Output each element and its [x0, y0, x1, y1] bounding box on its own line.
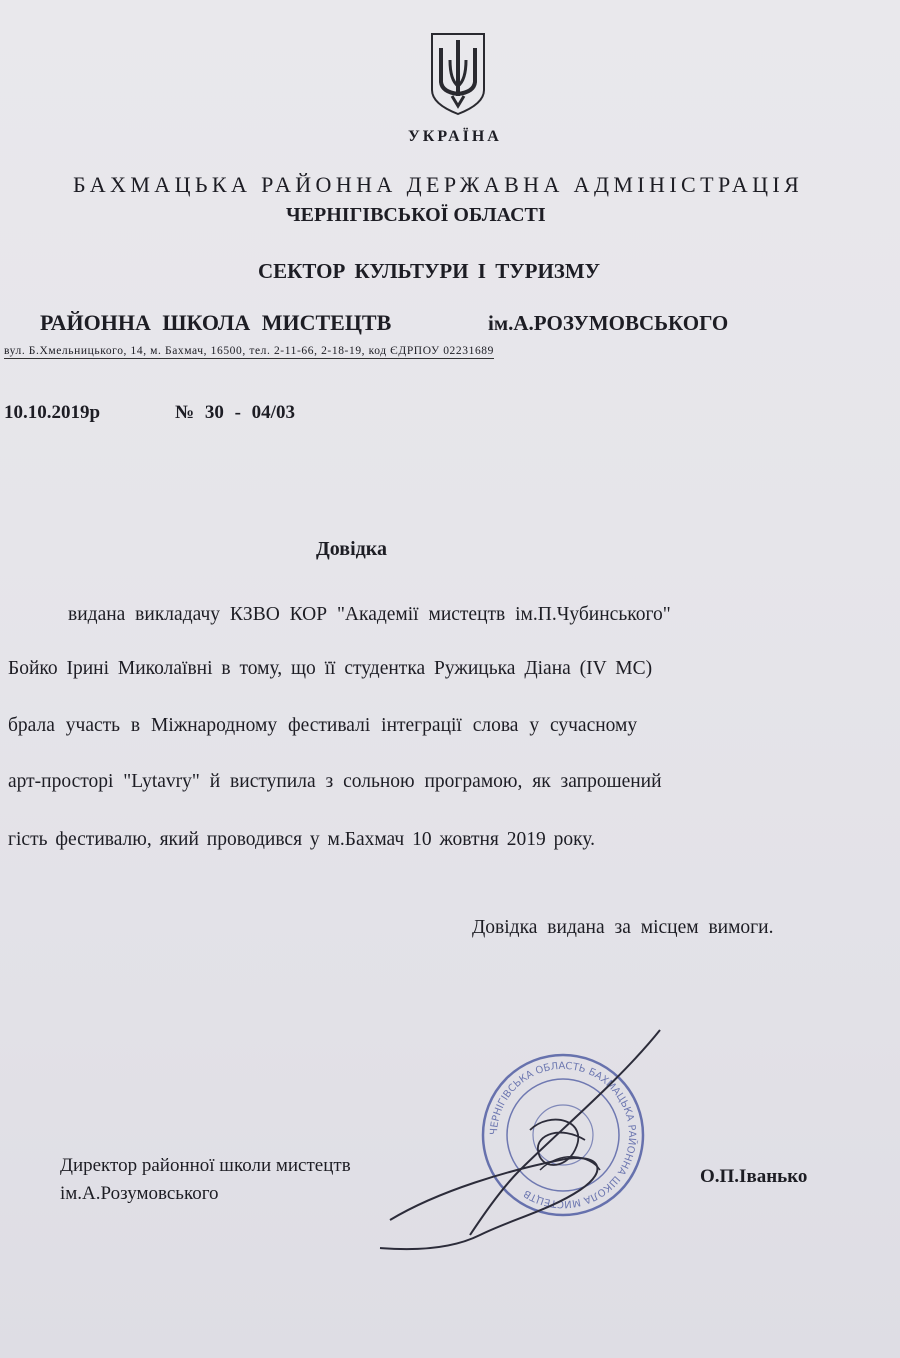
school-heading: РАЙОННА ШКОЛА МИСТЕЦТВ [40, 310, 392, 335]
issued-note: Довідка видана за місцем вимоги. [472, 917, 774, 938]
country-heading: УКРАЇНА [408, 128, 502, 145]
signer-name: О.П.Іванько [700, 1166, 808, 1187]
sector-heading: СЕКТОР КУЛЬТУРИ І ТУРИЗМУ [258, 259, 601, 283]
signer-position-line-2: ім.А.Розумовського [60, 1183, 219, 1204]
document-title: Довідка [316, 538, 387, 560]
body-line-2: Бойко Ірині Миколаївні в тому, що її студентка Ружицька Діана (IV МС) [8, 658, 653, 679]
body-line-4: арт-просторі "Lytavry" й виступила з сольною програмою, як запрошений [8, 771, 662, 792]
signer-position-line-1: Директор районної школи мистецтв [60, 1155, 351, 1176]
oblast-heading: ЧЕРНІГІВСЬКОЇ ОБЛАСТІ [286, 204, 546, 226]
trident-emblem-icon [428, 30, 488, 116]
svg-text:ЧЕРНІГІВСЬКА ОБЛАСТЬ БАХМАЦЬКА: ЧЕРНІГІВСЬКА ОБЛАСТЬ БАХМАЦЬКА РАЙОННА ШКОЛА МИСТЕЦТВ [488, 1060, 638, 1210]
school-name: ім.А.РОЗУМОВСЬКОГО [488, 311, 729, 335]
body-line-1: видана викладачу КЗВО КОР "Академії мистецтв ім.П.Чубинського" [68, 604, 671, 625]
body-line-3: брала участь в Міжнародному фестивалі інтеграції слова у сучасному [8, 715, 638, 736]
document-date: 10.10.2019р [4, 402, 101, 423]
document-number: № 30 - 04/03 [175, 402, 295, 423]
administration-heading: БАХМАЦЬКА РАЙОННА ДЕРЖАВНА АДМІНІСТРАЦІЯ [73, 172, 804, 197]
body-line-5: гість фестивалю, який проводився у м.Бахмач 10 жовтня 2019 року. [8, 829, 595, 850]
address-line: вул. Б.Хмельницького, 14, м. Бахмач, 16500, тел. 2-11-66, 2-18-19, код ЄДРПОУ 02231689 [4, 345, 494, 357]
handwritten-signature [360, 1020, 690, 1260]
